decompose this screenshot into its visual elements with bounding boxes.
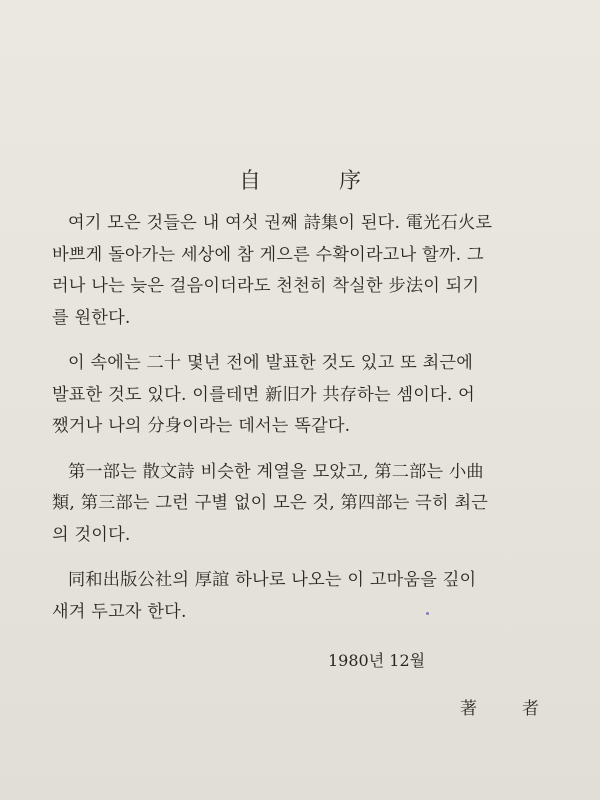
paragraph-1 <box>52 208 532 334</box>
text-line: 同和出版公社의 厚誼 하나로 나오는 이 고마움을 깊이 <box>68 570 477 590</box>
text-line: 여기 모은 것들은 내 여섯 권째 詩集이 된다. 電光石火로 <box>68 213 493 233</box>
text-line: 바쁘게 돌아가는 세상에 참 게으른 수확이라고나 할까. 그 <box>52 244 484 265</box>
page-title: 自 序 <box>238 169 389 194</box>
text-line: 第一部는 散文詩 비슷한 계열을 모았고, 第二部는 小曲 <box>68 461 484 482</box>
author-signature: 著 者 <box>460 699 553 719</box>
text-line: 類, 第三部는 그런 구별 없이 모은 것, 第四部는 극히 최근 <box>52 493 489 513</box>
text-line: 발표한 것도 있다. 이를테면 新旧가 共存하는 셈이다. 어 <box>52 384 475 405</box>
paragraph-gap <box>52 334 532 348</box>
stray-ink-dot <box>426 612 429 615</box>
date-line: 1980년 12월 <box>328 651 426 670</box>
text-line: 이 속에는 二十 몇년 전에 발표한 것도 있고 또 최근에 <box>68 353 474 373</box>
text-line: 새겨 두고자 한다. <box>52 601 187 622</box>
paragraph-gap <box>52 443 532 457</box>
paragraph-2 <box>52 348 532 443</box>
text-line: 의 것이다. <box>52 524 131 545</box>
paragraph-gap <box>52 551 532 565</box>
paragraph-3 <box>52 457 532 552</box>
text-line: 쨌거나 나의 分身이라는 데서는 똑같다. <box>52 416 351 436</box>
text-line: 러나 나는 늦은 걸음이더라도 천천히 착실한 步法이 되기 <box>52 276 480 296</box>
text-line: 를 원한다. <box>52 307 131 328</box>
paragraph-4 <box>52 565 532 628</box>
preface-body <box>52 208 532 628</box>
